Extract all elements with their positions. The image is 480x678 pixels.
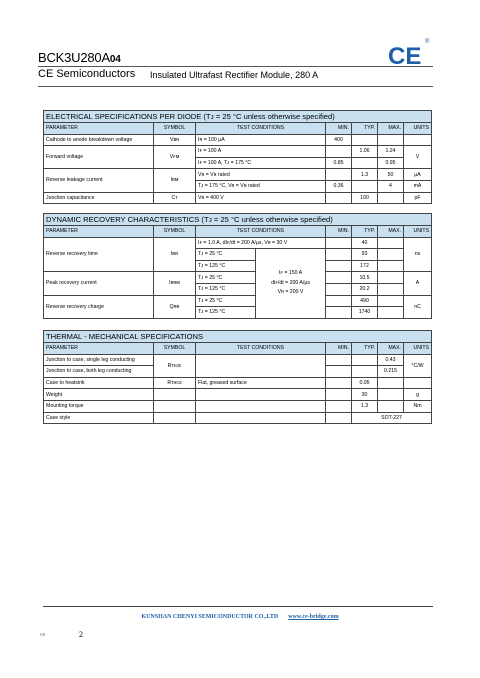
max-cell: [378, 237, 404, 249]
unit-cell: A: [404, 272, 432, 295]
typ-cell: 30: [352, 389, 378, 401]
table-header-row: [44, 226, 432, 238]
condition-cell: Tᴊ = 25 °C: [196, 295, 256, 307]
typ-cell: 93: [352, 249, 378, 261]
condition-cell: Vʀ = Vʀ rated: [196, 169, 326, 181]
common-condition-line: Vʀ = 200 V: [277, 289, 304, 296]
col-min: MIN.: [326, 123, 352, 135]
param-cell: Forward voltage: [44, 146, 154, 169]
max-cell: [378, 134, 404, 146]
condition-cell: [196, 400, 326, 412]
unit-cell: ns: [404, 237, 432, 272]
table-row: [44, 412, 432, 424]
symbol-cell: Qʀʀ: [154, 295, 196, 318]
common-condition-line: Iꜰ = 150 A: [278, 269, 303, 276]
col-test-conditions: TEST CONDITIONS: [196, 123, 326, 135]
symbol-cell: tʀʀ: [154, 237, 196, 272]
typ-cell: [352, 157, 378, 169]
condition-cell: Iꜰ = 1.0 A, dIꜰ/dt = 200 A/µs, Vʀ = 30 V: [196, 237, 326, 249]
min-cell: [326, 389, 352, 401]
param-cell: Reverse recovery time: [44, 237, 154, 272]
typ-cell: [352, 366, 378, 378]
electrical-table-title: ELECTRICAL SPECIFICATIONS PER DIODE (Tᴊ = 25 °C unless otherwise specified): [44, 111, 432, 123]
min-cell: 0.36: [326, 180, 352, 192]
table-row: [44, 169, 432, 181]
condition-cell: Flat, greased surface: [196, 377, 326, 389]
part-number-main: BCK3U280A: [38, 50, 110, 65]
table-row: [44, 354, 432, 366]
min-cell: [326, 412, 352, 424]
typ-cell: [352, 134, 378, 146]
symbol-cell: Vꜰᴍ: [154, 146, 196, 169]
min-cell: [326, 237, 352, 249]
max-cell: 1.24: [378, 146, 404, 158]
table-row: [44, 146, 432, 158]
min-cell: [326, 272, 352, 284]
unit-cell: Nm: [404, 400, 432, 412]
min-cell: [326, 377, 352, 389]
table-row: [44, 389, 432, 401]
condition-cell: Iꜰ = 100 A: [196, 146, 326, 158]
max-cell: [378, 249, 404, 261]
min-cell: [326, 192, 352, 204]
col-symbol: SYMBOL: [154, 343, 196, 355]
param-cell: Junction capacitance: [44, 192, 154, 204]
condition-cell: Tᴊ = 25 °C: [196, 249, 256, 261]
logo-text: CE: [388, 44, 422, 66]
typ-cell: 100: [352, 192, 378, 204]
symbol-cell: [154, 412, 196, 424]
min-cell: [326, 295, 352, 307]
footer-rule: [43, 606, 433, 607]
unit-cell: nC: [404, 295, 432, 318]
min-cell: [326, 249, 352, 261]
param-cell: Case style: [44, 412, 154, 424]
max-cell: [378, 283, 404, 295]
col-units: UNITS: [404, 226, 432, 238]
typ-cell: 172: [352, 260, 378, 272]
col-min: MIN.: [326, 343, 352, 355]
col-max: MAX.: [378, 123, 404, 135]
corner-mark: ce: [40, 632, 46, 638]
table-row: [44, 377, 432, 389]
param-cell: Reverse recovery charge: [44, 295, 154, 318]
symbol-cell: Iʀʀᴍ: [154, 272, 196, 295]
param-cell: Mounting torque: [44, 400, 154, 412]
min-cell: [326, 283, 352, 295]
table-row: [44, 400, 432, 412]
max-cell: [378, 307, 404, 319]
param-cell: Junction to case, both leg conducting: [44, 366, 154, 378]
col-parameter: PARAMETER: [44, 343, 154, 355]
col-units: UNITS: [404, 123, 432, 135]
max-cell: 4: [378, 180, 404, 192]
condition-cell: Tᴊ = 125 °C: [196, 307, 256, 319]
min-cell: [326, 400, 352, 412]
part-number-suffix: 04: [109, 54, 121, 65]
thermal-mechanical-table: [43, 330, 432, 424]
condition-cell: [196, 412, 326, 424]
typ-cell: [352, 354, 378, 366]
header-rule: [38, 66, 433, 67]
col-parameter: PARAMETER: [44, 226, 154, 238]
typ-cell: [352, 180, 378, 192]
condition-cell: [196, 354, 326, 377]
param-cell: Cathode to anode breakdown voltage: [44, 134, 154, 146]
unit-cell: °C/W: [404, 354, 432, 377]
electrical-spec-table: [43, 110, 432, 204]
max-cell: [378, 400, 404, 412]
max-cell: 0.43: [378, 354, 404, 366]
unit-cell: g: [404, 389, 432, 401]
max-cell: [378, 295, 404, 307]
max-cell: [378, 192, 404, 204]
symbol-cell: [154, 400, 196, 412]
symbol-cell: [154, 389, 196, 401]
max-cell: [378, 377, 404, 389]
typ-cell: 1.3: [352, 169, 378, 181]
dynamic-table-title: DYNAMIC RECOVERY CHARACTERISTICS (Tᴊ = 25 °C unless otherwise specified): [44, 214, 432, 226]
min-cell: [326, 169, 352, 181]
table-row: [44, 134, 432, 146]
case-style-value: SOT-227: [352, 412, 432, 424]
min-cell: [326, 366, 352, 378]
table-header-row: [44, 343, 432, 355]
subtitle-rule: [38, 86, 433, 87]
min-cell: 400: [326, 134, 352, 146]
unit-cell: V: [404, 146, 432, 169]
document-subtitle: Insulated Ultrafast Rectifier Module, 280 A: [150, 70, 319, 80]
col-parameter: PARAMETER: [44, 123, 154, 135]
max-cell: 50: [378, 169, 404, 181]
page-number: 2: [79, 630, 83, 639]
part-number: [38, 50, 121, 65]
typ-cell: 10.5: [352, 272, 378, 284]
unit-cell: pF: [404, 192, 432, 204]
typ-cell: 0.05: [352, 377, 378, 389]
min-cell: [326, 146, 352, 158]
common-condition-cell: [256, 249, 326, 319]
symbol-cell: Iʀᴍ: [154, 169, 196, 192]
condition-cell: Tᴊ = 125 °C: [196, 283, 256, 295]
typ-cell: 1740: [352, 307, 378, 319]
col-typ: TYP.: [352, 343, 378, 355]
param-cell: Reverse leakage current: [44, 169, 154, 192]
col-max: MAX.: [378, 226, 404, 238]
symbol-cell: Rᴛʜᴊᴄ: [154, 354, 196, 377]
table-header-row: [44, 123, 432, 135]
col-test-conditions: TEST CONDITIONS: [196, 226, 326, 238]
col-typ: TYP.: [352, 226, 378, 238]
param-cell: Peak recovery current: [44, 272, 154, 295]
ce-logo: [388, 44, 434, 66]
min-cell: [326, 260, 352, 272]
typ-cell: 20.2: [352, 283, 378, 295]
col-units: UNITS: [404, 343, 432, 355]
col-typ: TYP.: [352, 123, 378, 135]
common-condition-line: dIꜰ/dt = 200 A/µs: [271, 279, 310, 286]
footer: [0, 614, 480, 620]
unit-cell: µA: [404, 169, 432, 181]
footer-company: KUNSHAN CHENYI SEMICONDUCTOR CO.,LTD: [141, 614, 279, 620]
max-cell: 0.215: [378, 366, 404, 378]
condition-cell: Tᴊ = 125 °C: [196, 260, 256, 272]
unit-cell: [404, 134, 432, 146]
param-cell: Case to heatsink: [44, 377, 154, 389]
symbol-cell: Cᴛ: [154, 192, 196, 204]
max-cell: [378, 260, 404, 272]
registered-mark: ®: [425, 39, 430, 45]
param-cell: Weight: [44, 389, 154, 401]
table-row: [44, 295, 432, 307]
symbol-cell: Vʙʀ: [154, 134, 196, 146]
unit-cell: [404, 377, 432, 389]
col-test-conditions: TEST CONDITIONS: [196, 343, 326, 355]
col-max: MAX.: [378, 343, 404, 355]
max-cell: 0.95: [378, 157, 404, 169]
min-cell: [326, 307, 352, 319]
condition-cell: Iʀ = 100 µA: [196, 134, 326, 146]
col-symbol: SYMBOL: [154, 226, 196, 238]
typ-cell: 490: [352, 295, 378, 307]
condition-cell: Vʀ = 400 V: [196, 192, 326, 204]
max-cell: [378, 272, 404, 284]
condition-cell: Iꜰ = 100 A, Tᴊ = 175 °C: [196, 157, 326, 169]
footer-url-link[interactable]: www.ce-bridge.com: [288, 614, 339, 620]
company-name: CE Semiconductors: [38, 68, 136, 80]
table-row: [44, 237, 432, 249]
table-row: [44, 272, 432, 284]
min-cell: [326, 354, 352, 366]
table-row: [44, 192, 432, 204]
condition-cell: Tᴊ = 175 °C, Vʀ = Vʀ rated: [196, 180, 326, 192]
min-cell: 0.85: [326, 157, 352, 169]
param-cell: Junction to case, single leg conducting: [44, 354, 154, 366]
col-symbol: SYMBOL: [154, 123, 196, 135]
typ-cell: 40: [352, 237, 378, 249]
condition-cell: Tᴊ = 25 °C: [196, 272, 256, 284]
dynamic-recovery-table: [43, 213, 432, 319]
thermal-table-title: THERMAL - MECHANICAL SPECIFICATIONS: [44, 331, 432, 343]
typ-cell: 1.3: [352, 400, 378, 412]
typ-cell: 1.06: [352, 146, 378, 158]
unit-cell: mA: [404, 180, 432, 192]
symbol-cell: Rᴛʜᴄs: [154, 377, 196, 389]
max-cell: [378, 389, 404, 401]
col-min: MIN.: [326, 226, 352, 238]
condition-cell: [196, 389, 326, 401]
